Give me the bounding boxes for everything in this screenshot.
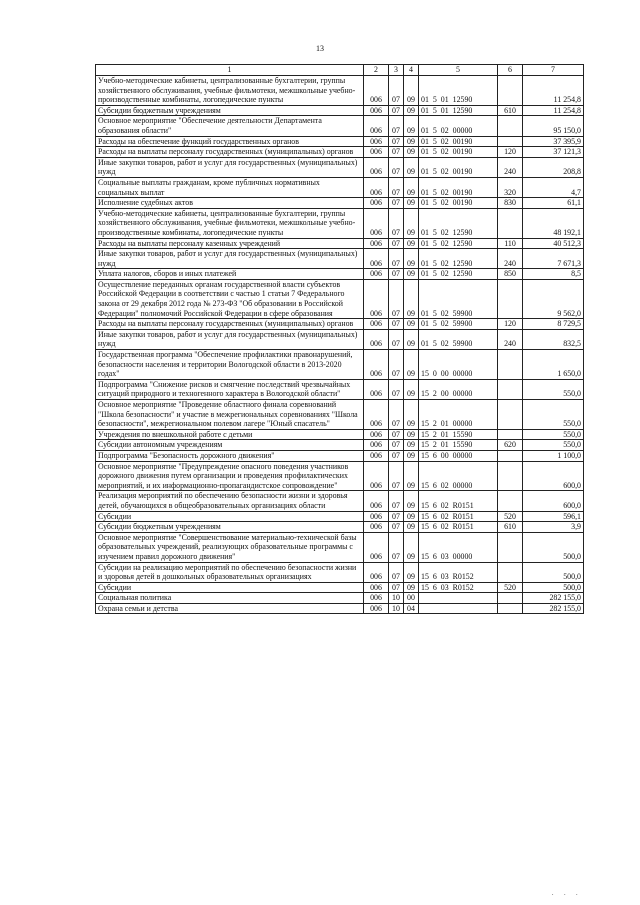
cell-subsection: 09 [404, 532, 419, 562]
cell-grbs: 006 [364, 440, 389, 451]
cell-target-article: 15 6 00 00000 [419, 450, 498, 461]
cell-amount: 8 729,5 [523, 319, 584, 330]
cell-subsection: 09 [404, 249, 419, 269]
cell-section: 07 [389, 491, 404, 511]
cell-name: Уплата налогов, сборов и иных платежей [96, 269, 364, 280]
cell-expense-type [498, 429, 523, 440]
budget-table [95, 64, 584, 614]
cell-expense-type [498, 461, 523, 491]
cell-grbs: 006 [364, 136, 389, 147]
cell-grbs: 006 [364, 198, 389, 209]
cell-amount: 37 121,3 [523, 147, 584, 158]
table-body [96, 76, 584, 614]
cell-section: 07 [389, 379, 404, 399]
cell-name: Реализация мероприятий по обеспечению безопасности жизни и здоровья детей, обучающихся в общеобразовательных организациях области [96, 491, 364, 511]
cell-expense-type: 110 [498, 238, 523, 249]
cell-target-article: 01 5 02 59900 [419, 279, 498, 318]
cell-amount: 11 254,8 [523, 105, 584, 116]
cell-name: Основное мероприятие "Совершенствование материально-технической базы образовательных учреждений, реализующих образовательные программы с изучением правил дорожного движения" [96, 532, 364, 562]
cell-section: 07 [389, 511, 404, 522]
cell-name: Иные закупки товаров, работ и услуг для государственных (муниципальных) нужд [96, 249, 364, 269]
cell-target-article: 15 6 02 R0151 [419, 511, 498, 522]
table-row [96, 511, 584, 522]
cell-subsection: 04 [404, 603, 419, 614]
cell-amount: 550,0 [523, 400, 584, 430]
cell-section: 07 [389, 105, 404, 116]
cell-subsection: 09 [404, 511, 419, 522]
header-col-subsection: 4 [404, 65, 419, 76]
cell-subsection: 09 [404, 177, 419, 197]
cell-amount: 500,0 [523, 562, 584, 582]
cell-section: 07 [389, 279, 404, 318]
cell-grbs: 006 [364, 491, 389, 511]
cell-target-article: 01 5 02 12590 [419, 238, 498, 249]
cell-amount: 832,5 [523, 329, 584, 349]
cell-subsection: 09 [404, 319, 419, 330]
cell-subsection: 09 [404, 582, 419, 593]
cell-expense-type [498, 603, 523, 614]
cell-amount: 600,0 [523, 461, 584, 491]
cell-section: 07 [389, 329, 404, 349]
cell-grbs: 006 [364, 350, 389, 380]
cell-expense-type: 520 [498, 582, 523, 593]
table-row [96, 593, 584, 604]
cell-target-article: 01 5 02 59900 [419, 329, 498, 349]
cell-name: Основное мероприятие "Обеспечение деятельности Департамента образования области" [96, 116, 364, 136]
cell-name: Исполнение судебных актов [96, 198, 364, 209]
cell-subsection: 09 [404, 450, 419, 461]
cell-grbs: 006 [364, 208, 389, 238]
cell-grbs: 006 [364, 461, 389, 491]
cell-target-article: 15 0 00 00000 [419, 350, 498, 380]
cell-grbs: 006 [364, 177, 389, 197]
cell-subsection: 09 [404, 238, 419, 249]
cell-grbs: 006 [364, 582, 389, 593]
cell-amount: 9 562,0 [523, 279, 584, 318]
cell-section: 07 [389, 532, 404, 562]
cell-amount: 550,0 [523, 429, 584, 440]
cell-name: Государственная программа "Обеспечение профилактики правонарушений, безопасности населения и территории Вологодской области в 2013-2020 годах" [96, 350, 364, 380]
table-row [96, 269, 584, 280]
cell-expense-type [498, 350, 523, 380]
cell-grbs: 006 [364, 157, 389, 177]
cell-amount: 550,0 [523, 440, 584, 451]
cell-amount: 1 100,0 [523, 450, 584, 461]
cell-grbs: 006 [364, 319, 389, 330]
cell-target-article: 01 5 02 00190 [419, 147, 498, 158]
cell-subsection: 09 [404, 208, 419, 238]
header-col-target-article: 5 [419, 65, 498, 76]
table-row [96, 562, 584, 582]
cell-target-article: 15 2 01 15590 [419, 440, 498, 451]
cell-grbs: 006 [364, 329, 389, 349]
cell-subsection: 09 [404, 429, 419, 440]
cell-amount: 282 155,0 [523, 593, 584, 604]
table-row [96, 491, 584, 511]
cell-name: Подпрограмма "Безопасность дорожного движения" [96, 450, 364, 461]
cell-name: Расходы на обеспечение функций государственных органов [96, 136, 364, 147]
cell-subsection: 00 [404, 593, 419, 604]
cell-name: Субсидии [96, 582, 364, 593]
cell-expense-type [498, 208, 523, 238]
cell-name: Субсидии бюджетным учреждениям [96, 522, 364, 533]
cell-target-article: 01 5 02 12590 [419, 269, 498, 280]
cell-expense-type: 240 [498, 329, 523, 349]
cell-expense-type: 240 [498, 249, 523, 269]
cell-section: 07 [389, 208, 404, 238]
cell-subsection: 09 [404, 440, 419, 451]
cell-grbs: 006 [364, 400, 389, 430]
scan-mark: · · · [551, 891, 582, 899]
cell-grbs: 006 [364, 522, 389, 533]
table-row [96, 249, 584, 269]
cell-grbs: 006 [364, 532, 389, 562]
cell-amount: 550,0 [523, 379, 584, 399]
cell-grbs: 006 [364, 249, 389, 269]
cell-target-article: 01 5 02 00190 [419, 177, 498, 197]
cell-target-article: 15 6 03 00000 [419, 532, 498, 562]
cell-amount: 11 254,8 [523, 76, 584, 106]
cell-target-article: 01 5 02 00190 [419, 198, 498, 209]
table-row [96, 208, 584, 238]
cell-subsection: 09 [404, 105, 419, 116]
cell-name: Субсидии бюджетным учреждениям [96, 105, 364, 116]
cell-expense-type: 850 [498, 269, 523, 280]
cell-subsection: 09 [404, 491, 419, 511]
cell-target-article: 15 6 03 R0152 [419, 562, 498, 582]
table-row [96, 329, 584, 349]
cell-grbs: 006 [364, 603, 389, 614]
table-row [96, 400, 584, 430]
cell-grbs: 006 [364, 379, 389, 399]
table-row [96, 429, 584, 440]
cell-name: Охрана семьи и детства [96, 603, 364, 614]
cell-amount: 48 192,1 [523, 208, 584, 238]
cell-section: 07 [389, 147, 404, 158]
table-row [96, 147, 584, 158]
cell-target-article: 01 5 01 12590 [419, 76, 498, 106]
cell-section: 10 [389, 593, 404, 604]
table-row [96, 379, 584, 399]
cell-amount: 500,0 [523, 532, 584, 562]
cell-target-article: 15 6 03 R0152 [419, 582, 498, 593]
cell-name: Учреждения по внешкольной работе с детьми [96, 429, 364, 440]
cell-target-article: 01 5 02 12590 [419, 208, 498, 238]
cell-target-article: 15 6 02 R0151 [419, 491, 498, 511]
cell-subsection: 09 [404, 522, 419, 533]
cell-amount: 40 512,3 [523, 238, 584, 249]
cell-amount: 600,0 [523, 491, 584, 511]
cell-target-article: 01 5 02 00000 [419, 116, 498, 136]
cell-name: Подпрограмма "Снижение рисков и смягчение последствий чрезвычайных ситуаций природного и техногенного характера в Вологодской области" [96, 379, 364, 399]
cell-grbs: 006 [364, 593, 389, 604]
cell-expense-type: 830 [498, 198, 523, 209]
cell-expense-type [498, 562, 523, 582]
table-row [96, 157, 584, 177]
cell-grbs: 006 [364, 562, 389, 582]
cell-grbs: 006 [364, 511, 389, 522]
table-row [96, 461, 584, 491]
cell-amount: 4,7 [523, 177, 584, 197]
cell-name: Основное мероприятие "Предупреждение опасного поведения участников дорожного движения путем организации и проведения профилактических мероприятий, и их информационно-пропагандистское сопровождение" [96, 461, 364, 491]
cell-target-article: 15 2 01 15590 [419, 429, 498, 440]
cell-expense-type [498, 136, 523, 147]
cell-subsection: 09 [404, 198, 419, 209]
cell-expense-type: 240 [498, 157, 523, 177]
cell-section: 07 [389, 562, 404, 582]
cell-target-article: 01 5 02 12590 [419, 249, 498, 269]
cell-expense-type: 610 [498, 522, 523, 533]
cell-expense-type [498, 593, 523, 604]
cell-amount: 95 150,0 [523, 116, 584, 136]
cell-name: Иные закупки товаров, работ и услуг для государственных (муниципальных) нужд [96, 157, 364, 177]
cell-amount: 7 671,3 [523, 249, 584, 269]
cell-target-article: 15 6 02 R0151 [419, 522, 498, 533]
cell-expense-type: 320 [498, 177, 523, 197]
cell-target-article: 15 6 02 00000 [419, 461, 498, 491]
cell-grbs: 006 [364, 238, 389, 249]
cell-section: 07 [389, 522, 404, 533]
table-row [96, 116, 584, 136]
cell-section: 07 [389, 350, 404, 380]
cell-name: Субсидии на реализацию мероприятий по обеспечению безопасности жизни и здоровья детей в дошкольных образовательных организациях [96, 562, 364, 582]
cell-section: 07 [389, 249, 404, 269]
table-row [96, 440, 584, 451]
table-row [96, 582, 584, 593]
table-row [96, 450, 584, 461]
cell-target-article: 01 5 02 00190 [419, 136, 498, 147]
table-row [96, 76, 584, 106]
cell-name: Осуществление переданных органам государственной власти субъектов Российской Федерации в соответствии с частью 1 статьи 7 Федерального закона от 29 декабря 2012 года № 273-ФЗ "Об образовании в Российской Федерации" полномочий Российской Федерации в сфере образования [96, 279, 364, 318]
cell-section: 07 [389, 238, 404, 249]
cell-name: Социальная политика [96, 593, 364, 604]
cell-expense-type: 620 [498, 440, 523, 451]
cell-amount: 61,1 [523, 198, 584, 209]
table-row [96, 198, 584, 209]
header-col-expense-type: 6 [498, 65, 523, 76]
cell-subsection: 09 [404, 136, 419, 147]
table-row [96, 136, 584, 147]
cell-name: Социальные выплаты гражданам, кроме публичных нормативных социальных выплат [96, 177, 364, 197]
cell-name: Субсидии автономным учреждениям [96, 440, 364, 451]
cell-section: 07 [389, 440, 404, 451]
table-header-row [96, 65, 584, 76]
cell-amount: 37 395,9 [523, 136, 584, 147]
cell-amount: 1 650,0 [523, 350, 584, 380]
cell-section: 07 [389, 429, 404, 440]
table-row [96, 177, 584, 197]
cell-section: 07 [389, 136, 404, 147]
cell-name: Субсидии [96, 511, 364, 522]
cell-name: Расходы на выплаты персоналу государственных (муниципальных) органов [96, 147, 364, 158]
table-row [96, 105, 584, 116]
cell-grbs: 006 [364, 429, 389, 440]
cell-grbs: 006 [364, 147, 389, 158]
table-row [96, 279, 584, 318]
table-row [96, 532, 584, 562]
cell-subsection: 09 [404, 76, 419, 106]
table-row [96, 603, 584, 614]
cell-expense-type: 120 [498, 147, 523, 158]
cell-subsection: 09 [404, 279, 419, 318]
header-col-section: 3 [389, 65, 404, 76]
cell-subsection: 09 [404, 350, 419, 380]
cell-expense-type [498, 279, 523, 318]
cell-subsection: 09 [404, 147, 419, 158]
table-row [96, 522, 584, 533]
cell-subsection: 09 [404, 562, 419, 582]
cell-expense-type [498, 76, 523, 106]
cell-subsection: 09 [404, 461, 419, 491]
cell-amount: 8,5 [523, 269, 584, 280]
cell-grbs: 006 [364, 76, 389, 106]
cell-amount: 282 155,0 [523, 603, 584, 614]
cell-section: 07 [389, 400, 404, 430]
cell-section: 07 [389, 198, 404, 209]
table-row [96, 238, 584, 249]
cell-section: 07 [389, 450, 404, 461]
table-row [96, 319, 584, 330]
header-col-name: 1 [96, 65, 364, 76]
cell-expense-type [498, 116, 523, 136]
cell-target-article: 01 5 02 59900 [419, 319, 498, 330]
budget-table-container [95, 64, 583, 614]
cell-section: 07 [389, 177, 404, 197]
cell-expense-type: 120 [498, 319, 523, 330]
cell-section: 07 [389, 319, 404, 330]
cell-target-article: 15 2 00 00000 [419, 379, 498, 399]
cell-expense-type [498, 450, 523, 461]
cell-section: 07 [389, 582, 404, 593]
cell-expense-type [498, 532, 523, 562]
cell-grbs: 006 [364, 105, 389, 116]
header-col-grbs: 2 [364, 65, 389, 76]
cell-name: Иные закупки товаров, работ и услуг для государственных (муниципальных) нужд [96, 329, 364, 349]
cell-section: 07 [389, 76, 404, 106]
table-row [96, 350, 584, 380]
header-col-amount: 7 [523, 65, 584, 76]
cell-amount: 208,8 [523, 157, 584, 177]
cell-grbs: 006 [364, 450, 389, 461]
cell-subsection: 09 [404, 400, 419, 430]
cell-section: 07 [389, 157, 404, 177]
cell-amount: 3,9 [523, 522, 584, 533]
cell-section: 07 [389, 116, 404, 136]
cell-amount: 596,1 [523, 511, 584, 522]
cell-section: 07 [389, 269, 404, 280]
cell-target-article [419, 593, 498, 604]
cell-grbs: 006 [364, 269, 389, 280]
cell-expense-type: 520 [498, 511, 523, 522]
cell-section: 07 [389, 461, 404, 491]
cell-name: Расходы на выплаты персоналу казенных учреждений [96, 238, 364, 249]
cell-subsection: 09 [404, 379, 419, 399]
cell-section: 10 [389, 603, 404, 614]
cell-subsection: 09 [404, 157, 419, 177]
cell-subsection: 09 [404, 116, 419, 136]
cell-grbs: 006 [364, 116, 389, 136]
cell-expense-type [498, 491, 523, 511]
cell-target-article [419, 603, 498, 614]
cell-subsection: 09 [404, 269, 419, 280]
cell-amount: 500,0 [523, 582, 584, 593]
cell-subsection: 09 [404, 329, 419, 349]
cell-expense-type [498, 379, 523, 399]
cell-target-article: 15 2 01 00000 [419, 400, 498, 430]
cell-name: Учебно-методические кабинеты, централизованные бухгалтерии, группы хозяйственного обслуживания, учебные фильмотеки, межшкольные учебно-производственные комбинаты, логопедические пункты [96, 76, 364, 106]
cell-expense-type [498, 400, 523, 430]
cell-target-article: 01 5 01 12590 [419, 105, 498, 116]
cell-name: Учебно-методические кабинеты, централизованные бухгалтерии, группы хозяйственного обслуживания, учебные фильмотеки, межшкольные учебно-производственные комбинаты, логопедические пункты [96, 208, 364, 238]
cell-name: Расходы на выплаты персоналу государственных (муниципальных) органов [96, 319, 364, 330]
cell-target-article: 01 5 02 00190 [419, 157, 498, 177]
cell-expense-type: 610 [498, 105, 523, 116]
cell-name: Основное мероприятие "Проведение областного финала соревнований "Школа безопасности" и участие в межрегиональных соревнованиях "Школа безопасности", межрегиональном полевом лагере "Юный спасатель" [96, 400, 364, 430]
cell-grbs: 006 [364, 279, 389, 318]
page-number: 13 [316, 44, 324, 53]
